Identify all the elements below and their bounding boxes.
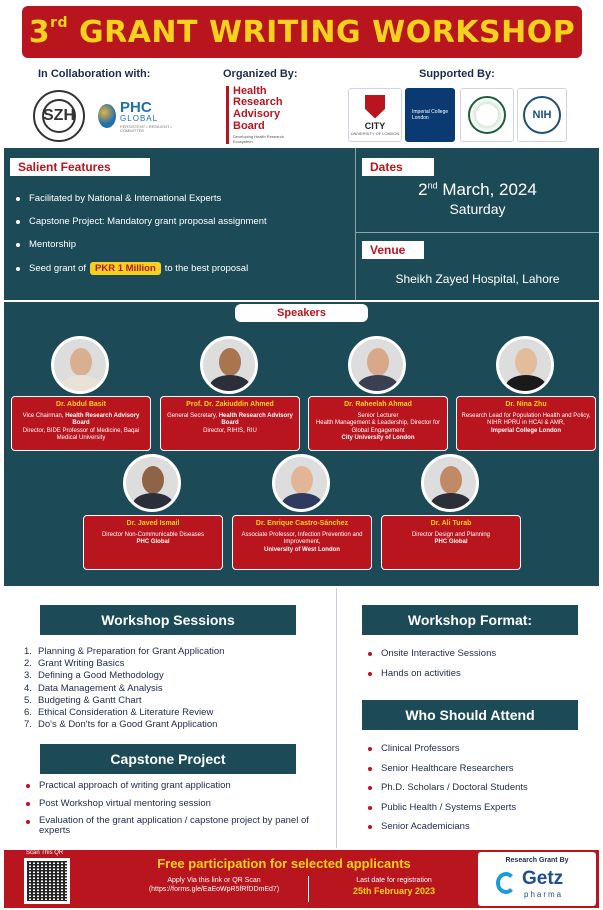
title-banner [22,6,582,58]
list-item: Post Workshop virtual mentoring session [26,798,326,816]
list-item: Practical approach of writing grant application [26,780,326,798]
bullet-icon [26,802,30,806]
bullet-icon [368,806,372,810]
bullet-icon [368,747,372,751]
free-participation-text: Free participation for selected applicants [157,856,411,871]
speakers-heading: Speakers [235,304,368,322]
list-item: Evaluation of the grant application / capstone project by panel of experts [26,816,326,837]
bullet-icon [368,767,372,771]
venue-text: Sheikh Zayed Hospital, Lahore [395,272,560,286]
registration-link[interactable]: (https://forms.gle/EaEoWpR5fRfDDmEd7) [148,885,280,893]
feature-item: Facilitated by National & International Experts [16,193,351,204]
government-seal-logo [460,88,514,142]
qr-code-icon [27,861,67,901]
page-title: 3rd GRANT WRITING WORKSHOP [28,14,576,50]
bullet-icon [368,652,372,656]
globe-icon [98,104,116,128]
nih-logo: NIH [517,88,567,142]
speaker-card: Dr. Raheelah Ahmad Senior Lecturer Health Management & Leadership, Director for Global Engagement City University of London [308,396,448,451]
hrab-logo: Health Research Advisory Board Developing Health Research Ecosystem [226,86,300,144]
bullet-icon [16,243,20,247]
bullet-icon [368,825,372,829]
qr-code[interactable] [24,858,70,904]
speaker-photo [123,454,181,512]
seed-amount-badge: PKR 1 Million [90,262,161,275]
venue-heading: Venue [362,241,424,259]
dates-heading: Dates [362,158,434,176]
speaker-card: Dr. Abdul Basit Vice Chairman, Health Research Advisory Board Director, BIDE Professor of Medicine, Baqai Medical University [11,396,151,451]
bullet-icon [368,786,372,790]
getz-pharma-logo: Research Grant By Getz pharma [478,852,596,906]
divider [336,588,337,848]
seal-icon [468,96,506,134]
seed-grant-item: Seed grant of PKR 1 Million to the best proposal [16,262,351,275]
last-date: 25th February 2023 [352,885,436,896]
speakers-section [4,302,599,586]
list-item: Public Health / Systems Experts [368,802,588,822]
attend-list [368,743,588,841]
capstone-heading: Capstone Project [40,744,296,774]
speaker-card: Dr. Ali Turab Director Design and Planning PHC Global [381,515,521,570]
apply-info: Apply Via this link or QR Scan (https://forms.gle/EaEoWpR5fRfDDmEd7) [114,877,314,895]
format-list [368,648,588,688]
phc-global-logo: PHC GLOBAL PERSISTENT • RESILIENT • COMMITTED [98,90,178,142]
event-date: 2nd March, 2024 [418,180,537,199]
feature-item: Mentorship [16,239,351,250]
footer-banner [4,850,599,908]
zayed-hospital-logo: SZH [33,90,85,142]
speaker-photo [51,336,109,394]
bullet-icon [26,820,30,824]
getz-g-icon [496,872,516,894]
list-item: Onsite Interactive Sessions [368,648,588,668]
supported-label: Supported By: [419,68,495,80]
imperial-college-logo: Imperial College London [405,88,455,142]
divider [308,876,309,902]
city-university-logo: CITY UNIVERSITY OF LONDON [348,88,402,142]
bullet-icon [16,267,20,271]
list-item: 4. Data Management & Analysis [24,682,163,694]
feature-item: Capstone Project: Mandatory grant proposal assignment [16,216,351,227]
collab-label: In Collaboration with: [38,68,151,80]
list-item: Clinical Professors [368,743,588,763]
list-item: 5. Budgeting & Gantt Chart [24,694,142,706]
crest-icon [365,95,385,119]
workshop-format-heading: Workshop Format: [362,605,578,635]
sessions-list [24,646,324,731]
speaker-photo [421,454,479,512]
speaker-photo [200,336,258,394]
speaker-card: Dr. Javed Ismail Director Non-Communicable Diseases PHC Global [83,515,223,570]
speaker-photo [496,336,554,394]
qr-label: Scan This QR [26,850,64,856]
speaker-photo [348,336,406,394]
salient-features-heading: Salient Features [10,158,150,176]
workshop-sessions-heading: Workshop Sessions [40,605,296,635]
list-item: 7. Do's & Don'ts for a Good Grant Application [24,719,218,731]
speaker-card: Dr. Nina Zhu Research Lead for Population Health and Policy, NIHR HPRU in HCAI & AMR, Imperial College London [456,396,596,451]
bullet-icon [26,784,30,788]
list-item: Senior Healthcare Researchers [368,763,588,783]
organized-label: Organized By: [223,68,298,80]
divider [356,232,599,233]
list-item: 3. Defining a Good Methodology [24,670,164,682]
list-item: Senior Academicians [368,821,588,841]
who-should-attend-heading: Who Should Attend [362,700,578,730]
bullet-icon [16,220,20,224]
speaker-card: Dr. Enrique Castro-Sánchez Associate Professor, Infection Prevention and Improvement, University of West London [232,515,372,570]
features-band [4,148,599,300]
speaker-card: Prof. Dr. Zakiuddin Ahmed General Secretary, Health Research Advisory Board Director, RIHIS, RIU [160,396,300,451]
last-date-info: Last date for registration 25th February 2023 [352,877,436,896]
bullet-icon [368,672,372,676]
sessions-section [4,588,599,850]
list-item: 2. Grant Writing Basics [24,658,125,670]
bullet-icon [16,197,20,201]
list-item: 6. Ethical Consideration & Literature Review [24,706,214,718]
capstone-list [26,780,326,837]
partners-section [0,60,603,146]
event-weekday: Saturday [449,201,506,217]
list-item: Hands on activities [368,668,588,688]
list-item: Ph.D. Scholars / Doctoral Students [368,782,588,802]
speaker-photo [272,454,330,512]
list-item: 1. Planning & Preparation for Grant Application [24,646,225,657]
